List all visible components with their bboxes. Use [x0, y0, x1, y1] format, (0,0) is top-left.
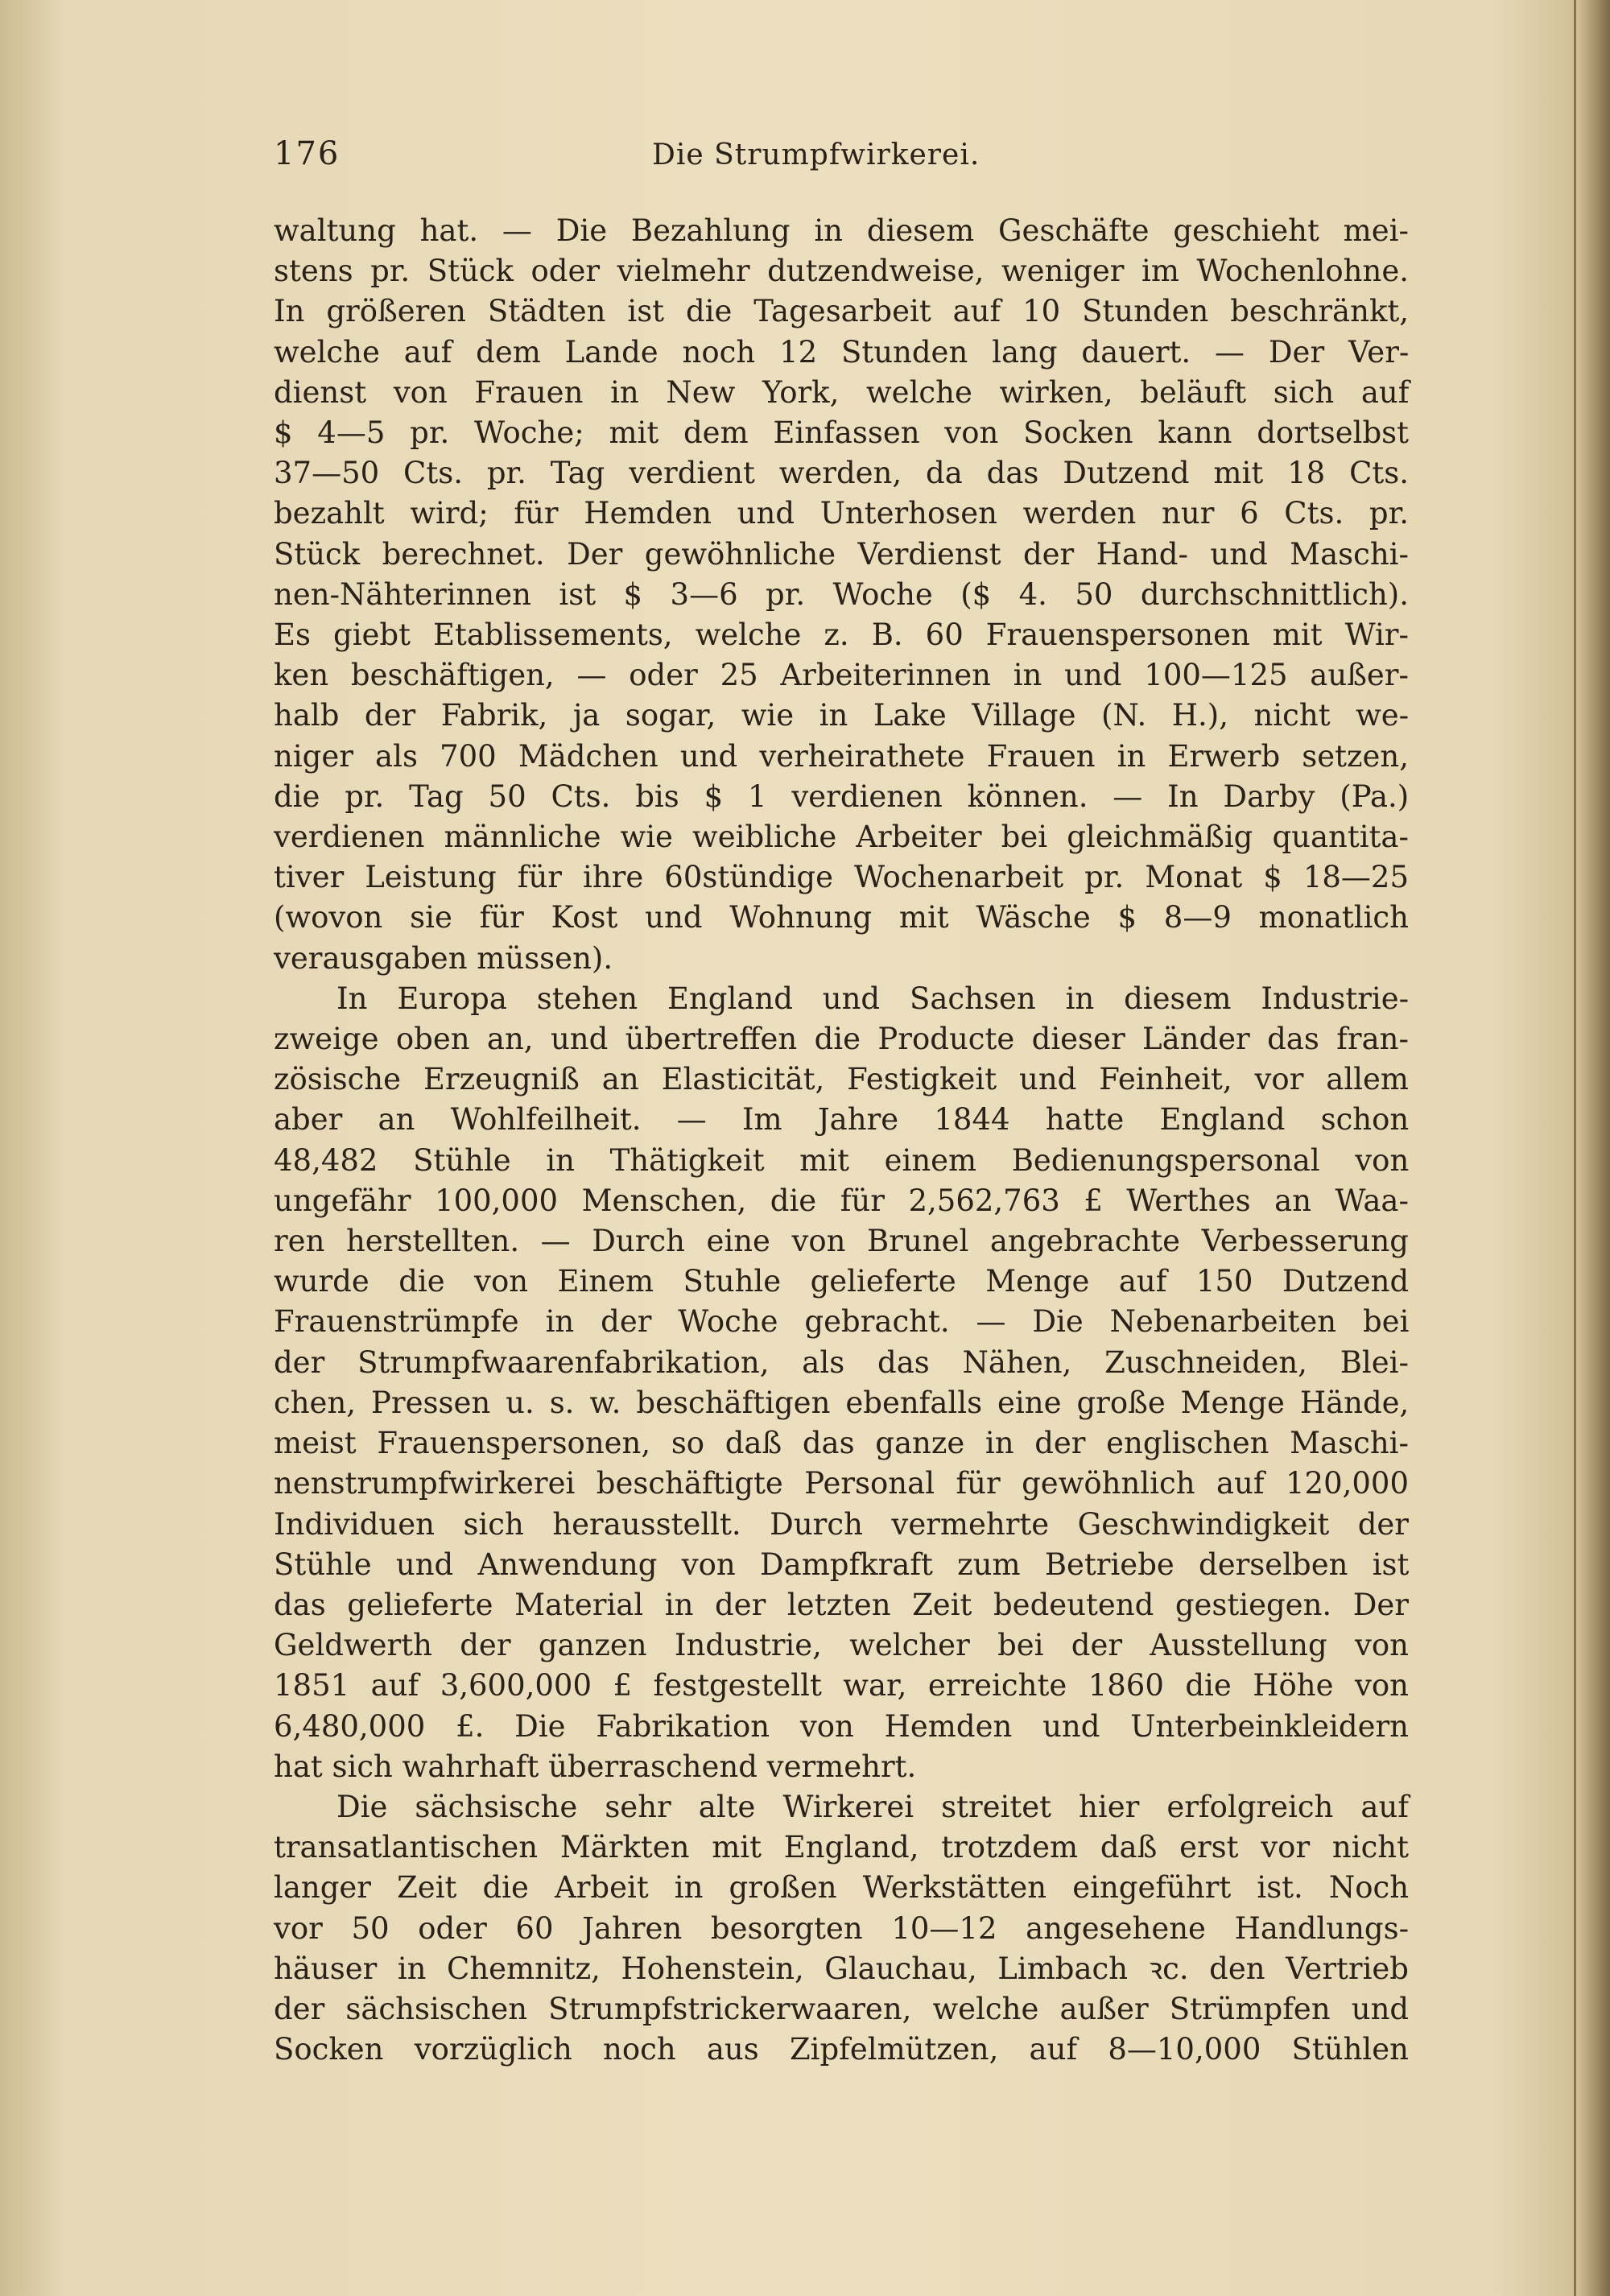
- text-line: nenstrumpfwirkerei beschäftigte Personal für gewöhnlich auf 120,000: [274, 1466, 1409, 1501]
- text-line: chen, Pressen u. s. w. beschäftigen ebenfalls eine große Menge Hände,: [274, 1385, 1410, 1420]
- text-line: dienst von Frauen in New York, welche wirken, beläuft sich auf: [274, 374, 1410, 410]
- page-number: 176: [274, 135, 341, 172]
- text-line: 37—50 Cts. pr. Tag verdient werden, da das Dutzend mit 18 Cts.: [274, 456, 1409, 491]
- text-line: niger als 700 Mädchen und verheirathete Frauen in Erwerb setzen,: [274, 738, 1409, 774]
- text-line: zösische Erzeugniß an Elasticität, Festigkeit und Feinheit, vor allem: [274, 1062, 1409, 1097]
- text-line: $ 4—5 pr. Woche; mit dem Einfassen von Socken kann dortselbst: [274, 415, 1410, 451]
- text-line: Die sächsische sehr alte Wirkerei streitet hier erfolgreich auf: [336, 1789, 1409, 1824]
- paragraph: [274, 211, 1409, 979]
- text-line: der Strumpfwaarenfabrikation, als das Nähen, Zuschneiden, Blei-: [274, 1344, 1409, 1380]
- text-line: verdienen männliche wie weibliche Arbeiter bei gleichmäßig quantita-: [274, 820, 1409, 855]
- text-line: transatlantischen Märkten mit England, trotzdem daß erst vor nicht: [274, 1830, 1409, 1865]
- text-line: (wovon sie für Kost und Wohnung mit Wäsche $ 8—9 monatlich: [274, 900, 1409, 935]
- page-header: [274, 135, 1417, 184]
- text-line: aber an Wohlfeilheit. — Im Jahre 1844 hatte England schon: [274, 1102, 1410, 1138]
- text-line: 1851 auf 3,600,000 £ festgestellt war, erreichte 1860 die Höhe von: [274, 1668, 1409, 1703]
- text-line: halb der Fabrik, ja sogar, wie in Lake Village (N. H.), nicht we-: [274, 698, 1410, 733]
- text-line: 48,482 Stühle in Thätigkeit mit einem Bedienungspersonal von: [274, 1142, 1410, 1178]
- text-line: vor 50 oder 60 Jahren besorgten 10—12 angesehene Handlungs-: [274, 1910, 1410, 1946]
- text-line: verausgaben müssen).: [274, 940, 613, 976]
- text-line: bezahlt wird; für Hemden und Unterhosen werden nur 6 Cts. pr.: [274, 496, 1409, 531]
- paragraph: [274, 1787, 1409, 2070]
- text-line: ungefähr 100,000 Menschen, die für 2,562,763 £ Werthes an Waa-: [274, 1183, 1409, 1218]
- text-line: Es giebt Etablissements, welche z. B. 60 Frauenspersonen mit Wir-: [274, 617, 1409, 653]
- text-line: stens pr. Stück oder vielmehr dutzendweise, weniger im Wochenlohne.: [274, 254, 1409, 289]
- text-line: Stühle und Anwendung von Dampfkraft zum Betriebe derselben ist: [274, 1546, 1410, 1582]
- page-edge-shadow: [1578, 0, 1610, 2296]
- running-head: Die Strumpfwirkerei.: [652, 138, 980, 171]
- text-line: Geldwerth der ganzen Industrie, welcher bei der Ausstellung von: [274, 1628, 1409, 1663]
- text-line: häuser in Chemnitz, Hohenstein, Glauchau, Limbach ꝛc. den Vertrieb: [274, 1951, 1409, 1986]
- text-line: In Europa stehen England und Sachsen in diesem Industrie-: [336, 981, 1410, 1016]
- paragraph: [274, 979, 1409, 1787]
- text-line: zweige oben an, und übertreffen die Producte dieser Länder das fran-: [274, 1022, 1409, 1057]
- text-line: Individuen sich herausstellt. Durch vermehrte Geschwindigkeit der: [274, 1506, 1409, 1542]
- text-line: ren herstellten. — Durch eine von Brunel angebrachte Verbesserung: [274, 1224, 1409, 1259]
- text-line: Frauenstrümpfe in der Woche gebracht. — Die Nebenarbeiten bei: [274, 1304, 1410, 1340]
- text-line: langer Zeit die Arbeit in großen Werkstätten eingeführt ist. Noch: [274, 1870, 1410, 1906]
- text-line: nen-Nähterinnen ist $ 3—6 pr. Woche ($ 4. 50 durchschnittlich).: [274, 576, 1409, 612]
- text-line: wurde die von Einem Stuhle gelieferte Menge auf 150 Dutzend: [274, 1264, 1410, 1299]
- text-line: waltung hat. — Die Bezahlung in diesem Geschäfte geschieht mei-: [274, 213, 1409, 248]
- text-line: In größeren Städten ist die Tagesarbeit auf 10 Stunden beschränkt,: [274, 294, 1409, 329]
- text-line: Stück berechnet. Der gewöhnliche Verdienst der Hand- und Maschi-: [274, 536, 1409, 572]
- text-line: 6,480,000 £. Die Fabrikation von Hemden und Unterbeinkleidern: [274, 1708, 1409, 1744]
- body-text: [274, 211, 1409, 2070]
- text-line: Socken vorzüglich noch aus Zipfelmützen, auf 8—10,000 Stühlen: [274, 2032, 1409, 2067]
- text-line: meist Frauenspersonen, so daß das ganze in der englischen Maschi-: [274, 1426, 1409, 1461]
- text-line: welche auf dem Lande noch 12 Stunden lang dauert. — Der Ver-: [274, 334, 1410, 370]
- page-edge-line: [1574, 0, 1576, 2296]
- text-line: hat sich wahrhaft überraschend vermehrt.: [274, 1749, 917, 1784]
- text-line: tiver Leistung für ihre 60stündige Wochenarbeit pr. Monat $ 18—25: [274, 860, 1409, 895]
- text-line: der sächsischen Strumpfstrickerwaaren, welche außer Strümpfen und: [274, 1991, 1410, 2026]
- text-line: ken beschäftigen, — oder 25 Arbeiterinnen in und 100—125 außer-: [274, 658, 1409, 693]
- text-line: das gelieferte Material in der letzten Zeit bedeutend gestiegen. Der: [274, 1587, 1409, 1622]
- text-line: die pr. Tag 50 Cts. bis $ 1 verdienen können. — In Darby (Pa.): [274, 778, 1410, 814]
